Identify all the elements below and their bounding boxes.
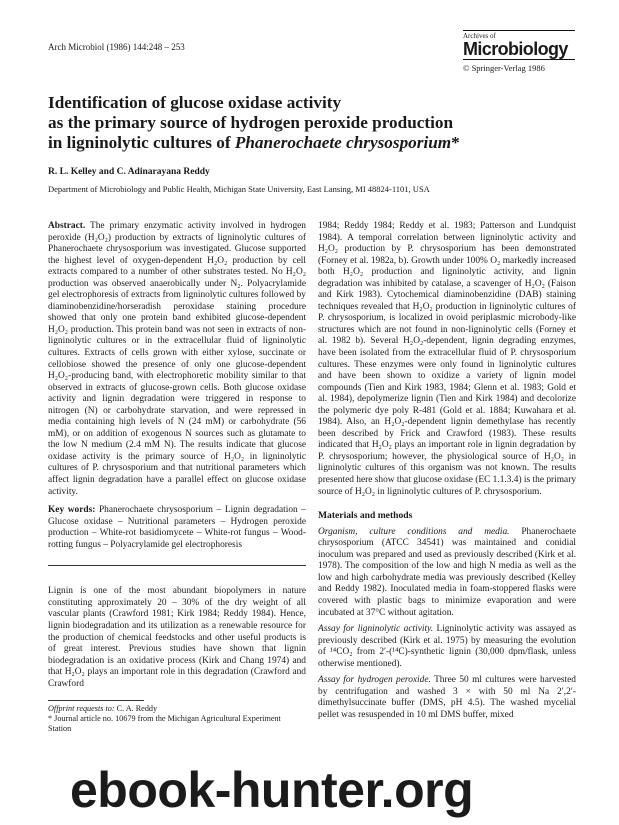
keywords-text: Phanerochaete chrysosporium – Lignin degradation – Glucose oxidase – Nutritional parameters – Hydrogen peroxide production – White-rot basidiomycete – White-rot fungus – Wood-rotting fungus – Polyacrylamide gel electrophoresis <box>48 505 306 550</box>
journal-logo-title: Microbiology <box>463 40 575 60</box>
title-line-3-plain: in ligninolytic cultures of <box>48 133 235 152</box>
intro-continuation: 1984; Reddy 1984; Reddy et al. 1983; Patterson and Lundquist 1984). A temporal correlation between ligninolytic activity and H₂O₂ production by P. chrysosporium has been demonstrated (Forney et al. 1982a, b). Growth under 100% O₂ markedly increased both H₂O₂ production and ligninolytic activity, and lignin degradation was inhibited by catalase, a scavenger of H₂O₂ (Faison and Kirk 1983). Cytochemical diaminobenzidine (DAB) staining techniques revealed that H₂O₂ production in ligninolytic cultures of P. chrysosporium, is localized in ovoid periplasmic microbody-like structures which are not found in non-ligninolytic cells (Forney et al. 1982 b). Several H₂O₂-dependent, lignin degrading enzymes, have been isolated from the extracellular fluid of P. chrysosporium cultures. These enzymes were only found in ligninolytic cultures and have been shown to oxidize a variety of lignin model compounds (Tien and Kirk 1983, 1984; Glenn et al. 1983; Gold et al. 1984), depolymerize lignin (Tien and Kirk 1984) and decolorize the polymeric dye poly R-481 (Gold et al. 1884; Kuwahara et al. 1984). Also, an H₂O₂-dependent lignin demethylase has recently been described by Frick and Crawford (1983). These results indicated that H₂O₂ plays an important role in lignin degradation by P. chrysosporium; however, the physiological source of H₂O₂ in ligninolytic cultures of this organism was not known. The results presented here show that glucose oxidase (EC 1.1.3.4) is the primary source of H₂O₂ in ligninolytic cultures of P. chrysosporium. <box>318 221 577 497</box>
offprint-name: C. A. Reddy <box>116 704 158 714</box>
keywords <box>48 505 306 551</box>
methods-p1-text: Phanerochaete chrysosporium (ATCC 34541) was maintained and conidial inoculum was prepared and used as previously described (Kirk et al. 1978). The composition of the low and high N media as well as the low and high carbohydrate media was previously described (Kelley and Reddy 1982). Inoculated media in foam-stoppered flasks were covered with plastic bags to minimize evaporation and were incubated at 37°C without agitation. <box>318 526 577 618</box>
article-title <box>48 93 568 153</box>
section-heading: Materials and methods <box>318 510 413 522</box>
keywords-label: Key words: <box>48 505 96 516</box>
watermark: ebook-hunter.org <box>70 762 474 818</box>
methods-p2-label: Assay for ligninolytic activity. <box>318 624 434 635</box>
title-organism: Phanerochaete chrysosporium <box>234 133 452 152</box>
abstract-text: The primary enzymatic activity involved in hydrogen peroxide (H₂O₂) production by extracts of ligninolytic cultures of Phanerochaete chrysosporium was investigated. Glucose supported the highest level of oxygen-dependent H₂O₂ production by cell extracts compared to a number of other substrates tested. No H₂O₂ production was observed anaerobically under N₂. Polyacrylamide gel electrophoresis of extracts from ligninolytic cultures followed by diaminobenzidine/horseradish peroxidase staining procedure showed that only one protein band exhibited glucose-dependent H₂O₂ production. This protein band was not seen in extracts of non-ligninolytic cultures or in the extracellular fluid of ligninolytic cultures. Extracts of cells grown with either xylose, succinate or cellobiose showed the presence of only one glucose-dependent H₂O₂-producing band, with electrophoretic mobility similar to that observed in extracts of glucose-grown cells. Both glucose oxidase activity and lignin degradation were triggered in response to nitrogen (N) or carbohydrate starvation, and were repressed in media containing high levels of N (24 mM) or carbohydrate (56 mM), or on addition of exogenous N sources such as glutamate to the low N medium (2.4 mM N). The results indicate that glucose oxidase activity is the primary source of H₂O₂ in ligninolytic cultures of P. chrysosporium and that nutritional parameters which affect lignin degradation have a parallel effect on glucose oxidase activity. <box>48 221 306 497</box>
section-divider <box>48 565 306 566</box>
methods-paragraph-1 <box>318 527 576 619</box>
journal-logo-small: Archives of <box>463 32 496 40</box>
footnote-divider <box>48 700 144 701</box>
right-column <box>318 221 576 721</box>
offprint-note <box>48 704 306 714</box>
left-column <box>48 221 306 734</box>
title-line-1: Identification of glucose oxidase activity <box>48 93 342 112</box>
title-star: * <box>451 133 460 152</box>
methods-p1-label: Organism, culture conditions and media. <box>318 526 510 537</box>
offprint-label: Offprint requests to: <box>48 704 115 714</box>
journal-citation: Arch Microbiol (1986) 144:248 – 253 <box>48 42 185 52</box>
publisher-copyright: © Springer-Verlag 1986 <box>463 63 545 73</box>
intro-paragraph: Lignin is one of the most abundant biopolymers in nature constituting approximately 20 – 30% of the dry weight of all vascular plants (Crawford 1981; Kirk 1984; Reddy 1984). Hence, lignin biodegradation and its utilization as a renewable resource for the production of chemical feedstocks and other useful products is of great interest. Previous studies have shown that lignin biodegradation is an oxidative process (Kirk and Chang 1974) and that H₂O₂ plays an important role in this degradation (Crawford and Crawford <box>48 586 306 689</box>
abstract-label: Abstract. <box>48 221 86 231</box>
authors: R. L. Kelley and C. Adinarayana Reddy <box>48 167 210 177</box>
methods-p2-text: Ligninolytic activity was assayed as previously described (Kirk et al. 1975) by measuring the evolution of ¹⁴CO₂ from 2′-(¹⁴C)-synthetic lignin (30,000 dpm/flask, unless otherwise mentioned). <box>318 624 577 669</box>
methods-paragraph-2 <box>318 624 576 670</box>
methods-p3-label: Assay for hydrogen peroxide. <box>318 675 431 686</box>
methods-paragraph-3 <box>318 675 576 721</box>
abstract <box>48 221 306 498</box>
title-line-3 <box>48 133 568 153</box>
title-line-2: as the primary source of hydrogen peroxide production <box>48 113 454 132</box>
methods-p3-text: Three 50 ml cultures were harvested by centrifugation and washed 3 × with 50 ml Na 2′,2′-dimethylsuccinate buffer (DMS, pH 4.5). The washed mycelial pellet was resuspended in 10 ml DMS buffer, mixed <box>318 675 576 720</box>
affiliation: Department of Microbiology and Public Health, Michigan State University, East Lansing, MI 48824-1101, USA <box>48 184 430 194</box>
journal-article-note: * Journal article no. 10679 from the Michigan Agricultural Experiment Station <box>48 714 281 733</box>
journal-logo <box>463 30 575 73</box>
